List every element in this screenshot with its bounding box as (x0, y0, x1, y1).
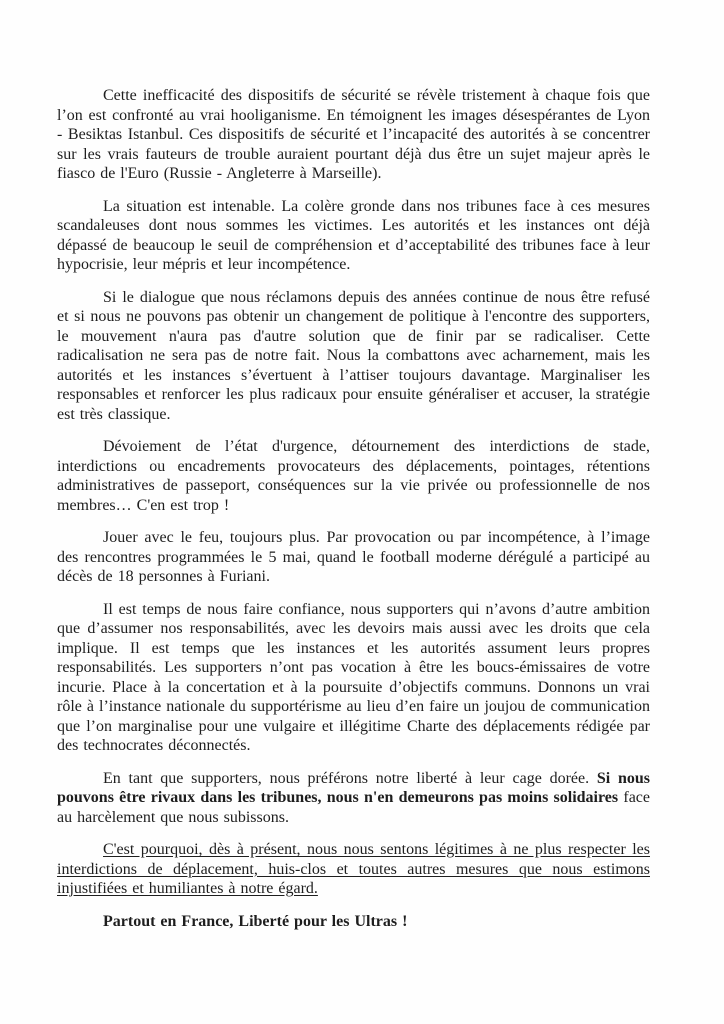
paragraph (57, 197, 650, 275)
paragraph (57, 437, 650, 515)
paragraph (57, 528, 650, 587)
text-run: Partout en France, Liberté pour les Ultras ! (103, 912, 408, 930)
text-run: Si le dialogue que nous réclamons depuis des années continue de nous être refusé et si nous ne pouvons pas obtenir un changement de politique à l'encontre des supporters, le mouvement n'aura pas d'autre solution que de finir par se radicaliser. Cette radicalisation ne sera pas de notre fait. Nous la combattons avec acharnement, mais les autorités et les instances s’évertuent à l’attiser toujours davantage. Marginaliser les responsables et renforcer les plus radicaux pour ensuite généraliser et accuser, la stratégie est très classique. (57, 288, 650, 423)
text-run: Cette inefficacité des dispositifs de sécurité se révèle tristement à chaque fois que l’on est confronté au vrai hooliganisme. En témoignent les images désespérantes de Lyon - Besiktas Istanbul. Ces dispositifs de sécurité et l’incapacité des autorités à se concentrer sur les vrais fauteurs de trouble auraient pourtant déjà dus être un sujet majeur après le fiasco de l'Euro (Russie - Angleterre à Marseille). (57, 87, 650, 182)
text-run: Il est temps de nous faire confiance, nous supporters qui n’avons d’autre ambition que d’assumer nos responsabilités, avec les devoirs mais aussi avec les droits que cela implique. Il est temps que les instances et les autorités assument leurs propres responsabilités. Les supporters n’ont pas vocation à être les boucs-émissaires de votre incurie. Place à la concertation et à la poursuite d’objectifs communs. Donnons un vrai rôle à l’instance nationale du supportérisme au lieu d’en faire un joujou de communication que l’on marginalise pour une vulgaire et illégitime Charte des déplacements rédigée par des technocrates déconnectés. (57, 600, 650, 754)
text-run: C'est pourquoi, dès à présent, nous nous sentons légitimes à ne plus respecter les interdictions de déplacement, huis-clos et toutes autres mesures que nous estimons injustifiées et humiliantes à notre égard. (57, 841, 650, 897)
paragraph (57, 912, 650, 932)
text-run: Dévoiement de l’état d'urgence, détournement des interdictions de stade, interdictions ou encadrements provocateurs des déplacements, pointages, rétentions administratives de passeport, conséquences sur la vie privée ou professionnelle de nos membres… C'en est trop ! (57, 438, 650, 514)
paragraph (57, 769, 650, 828)
paragraph (57, 288, 650, 425)
text-run: Si nous pouvons être rivaux dans les tribunes, nous n'en demeurons pas moins solidaires (57, 769, 651, 806)
text-run: face au harcèlement que nous subissons. (57, 789, 650, 826)
paragraph (57, 600, 650, 756)
text-run: En tant que supporters, nous préférons notre liberté à leur cage dorée. (103, 769, 597, 787)
text-run: La situation est intenable. La colère gronde dans nos tribunes face à ces mesures scandaleuses dont nous sommes les victimes. Les autorités et les instances ont déjà dépassé de beaucoup le seuil de compréhension et d’acceptabilité des tribunes face à leur hypocrisie, leur mépris et leur incompétence. (57, 197, 650, 273)
paragraph (57, 86, 650, 184)
text-run: Jouer avec le feu, toujours plus. Par provocation ou par incompétence, à l’image des rencontres programmées le 5 mai, quand le football moderne dérégulé a participé au décès de 18 personnes à Furiani. (57, 529, 650, 585)
document-body (57, 86, 650, 944)
paragraph (57, 840, 650, 899)
